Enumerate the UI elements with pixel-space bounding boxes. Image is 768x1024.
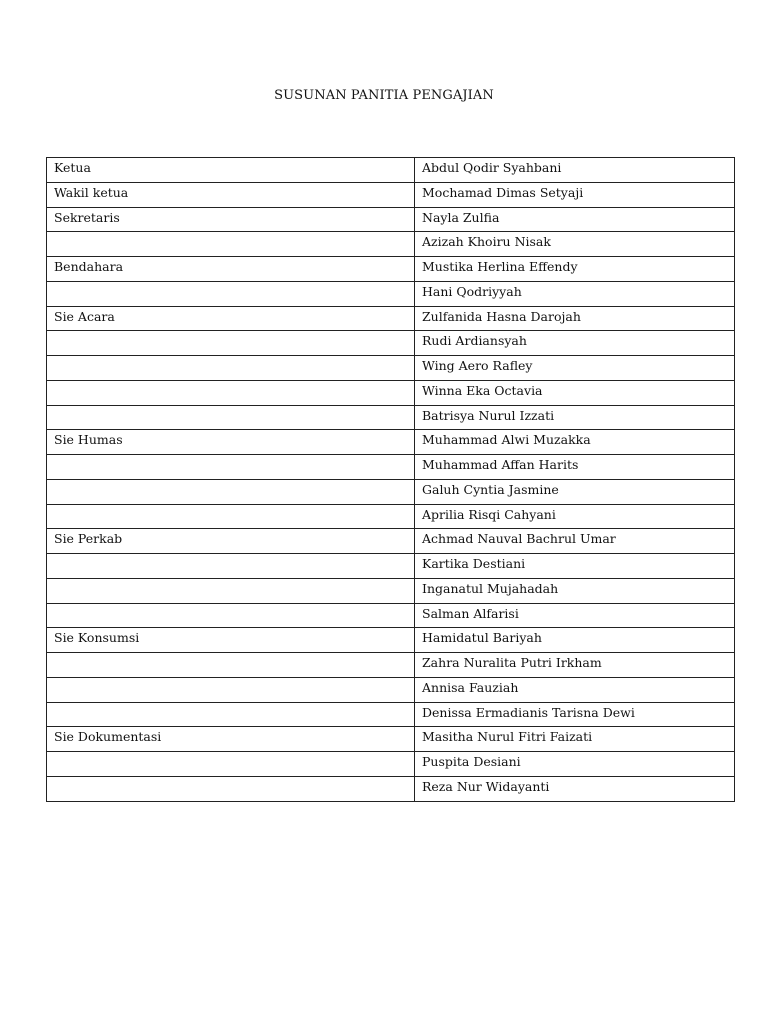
page-title: SUSUNAN PANITIA PENGAJIAN [274,88,494,103]
member-name-cell: Hamidatul Bariyah [415,628,735,653]
table-row [47,430,735,455]
committee-table [46,157,735,802]
table-row [47,677,735,702]
role-cell [47,356,415,381]
member-name-cell: Rudi Ardiansyah [415,331,735,356]
member-name-cell: Annisa Fauziah [415,677,735,702]
member-name-cell: Muhammad Alwi Muzakka [415,430,735,455]
member-name-cell: Salman Alfarisi [415,603,735,628]
role-cell [47,281,415,306]
table-row [47,380,735,405]
role-cell [47,702,415,727]
role-cell [47,554,415,579]
role-cell: Ketua [47,158,415,183]
role-cell [47,776,415,801]
role-cell [47,677,415,702]
member-name-cell: Aprilia Risqi Cahyani [415,504,735,529]
table-row [47,529,735,554]
role-cell [47,653,415,678]
role-cell [47,455,415,480]
role-cell [47,578,415,603]
member-name-cell: Zulfanida Hasna Darojah [415,306,735,331]
member-name-cell: Hani Qodriyyah [415,281,735,306]
table-row [47,331,735,356]
table-row [47,232,735,257]
table-row [47,356,735,381]
role-cell: Sie Humas [47,430,415,455]
table-row [47,405,735,430]
member-name-cell: Kartika Destiani [415,554,735,579]
member-name-cell: Nayla Zulfia [415,207,735,232]
role-cell: Sie Konsumsi [47,628,415,653]
member-name-cell: Mustika Herlina Effendy [415,257,735,282]
table-row [47,727,735,752]
member-name-cell: Azizah Khoiru Nisak [415,232,735,257]
table-row [47,776,735,801]
role-cell [47,504,415,529]
table-row [47,455,735,480]
table-row [47,653,735,678]
member-name-cell: Achmad Nauval Bachrul Umar [415,529,735,554]
table-row [47,479,735,504]
role-cell: Sekretaris [47,207,415,232]
table-row [47,207,735,232]
table-row [47,306,735,331]
table-row [47,504,735,529]
table-row [47,578,735,603]
member-name-cell: Wing Aero Rafley [415,356,735,381]
member-name-cell: Mochamad Dimas Setyaji [415,182,735,207]
role-cell [47,405,415,430]
role-cell: Sie Dokumentasi [47,727,415,752]
member-name-cell: Denissa Ermadianis Tarisna Dewi [415,702,735,727]
member-name-cell: Abdul Qodir Syahbani [415,158,735,183]
member-name-cell: Batrisya Nurul Izzati [415,405,735,430]
table-row [47,603,735,628]
role-cell [47,752,415,777]
table-row [47,158,735,183]
role-cell: Wakil ketua [47,182,415,207]
member-name-cell: Inganatul Mujahadah [415,578,735,603]
table-row [47,628,735,653]
member-name-cell: Puspita Desiani [415,752,735,777]
role-cell: Sie Acara [47,306,415,331]
role-cell [47,603,415,628]
table-row [47,554,735,579]
table-row [47,257,735,282]
member-name-cell: Winna Eka Octavia [415,380,735,405]
role-cell: Bendahara [47,257,415,282]
member-name-cell: Muhammad Affan Harits [415,455,735,480]
role-cell [47,479,415,504]
table-row [47,702,735,727]
role-cell: Sie Perkab [47,529,415,554]
table-row [47,281,735,306]
role-cell [47,331,415,356]
committee-table-body [47,158,735,802]
member-name-cell: Reza Nur Widayanti [415,776,735,801]
table-row [47,752,735,777]
role-cell [47,380,415,405]
member-name-cell: Masitha Nurul Fitri Faizati [415,727,735,752]
member-name-cell: Zahra Nuralita Putri Irkham [415,653,735,678]
member-name-cell: Galuh Cyntia Jasmine [415,479,735,504]
table-row [47,182,735,207]
role-cell [47,232,415,257]
